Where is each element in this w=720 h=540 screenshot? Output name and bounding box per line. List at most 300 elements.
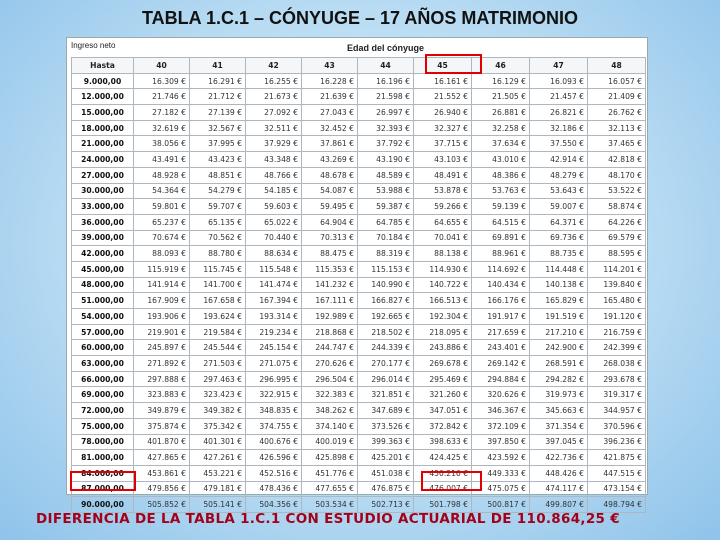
value-cell: 48.386 € <box>472 167 530 183</box>
value-cell: 21.552 € <box>414 89 472 105</box>
table-row <box>72 120 646 136</box>
value-cell: 59.707 € <box>190 199 246 215</box>
value-cell: 479.181 € <box>190 481 246 497</box>
value-cell: 500.817 € <box>472 497 530 513</box>
value-cell: 191.519 € <box>530 309 588 325</box>
value-cell: 425.201 € <box>358 450 414 466</box>
value-cell: 167.111 € <box>302 293 358 309</box>
value-cell: 475.075 € <box>472 481 530 497</box>
table-row <box>72 324 646 340</box>
value-cell: 48.678 € <box>302 167 358 183</box>
table-row <box>72 183 646 199</box>
table-row <box>72 73 646 89</box>
value-cell: 58.874 € <box>588 199 646 215</box>
value-cell: 349.879 € <box>134 403 190 419</box>
table-row <box>72 136 646 152</box>
value-cell: 88.093 € <box>134 246 190 262</box>
value-cell: 375.342 € <box>190 418 246 434</box>
income-cell: 39.000,00 <box>72 230 134 246</box>
table-row <box>72 230 646 246</box>
value-cell: 473.154 € <box>588 481 646 497</box>
value-cell: 53.763 € <box>472 183 530 199</box>
age-header: 41 <box>190 58 246 74</box>
value-cell: 32.452 € <box>302 120 358 136</box>
value-cell: 398.633 € <box>414 434 472 450</box>
value-cell: 88.634 € <box>246 246 302 262</box>
value-cell: 396.236 € <box>588 434 646 450</box>
value-cell: 43.269 € <box>302 152 358 168</box>
table-row <box>72 481 646 497</box>
value-cell: 16.291 € <box>190 73 246 89</box>
value-cell: 323.883 € <box>134 387 190 403</box>
value-cell: 268.038 € <box>588 356 646 372</box>
value-cell: 293.678 € <box>588 371 646 387</box>
value-cell: 167.394 € <box>246 293 302 309</box>
value-cell: 371.354 € <box>530 418 588 434</box>
value-cell: 166.513 € <box>414 293 472 309</box>
value-cell: 217.210 € <box>530 324 588 340</box>
table-row <box>72 214 646 230</box>
value-cell: 21.598 € <box>358 89 414 105</box>
value-cell: 21.746 € <box>134 89 190 105</box>
value-cell: 270.626 € <box>302 356 358 372</box>
slide-title: TABLA 1.C.1 – CÓNYUGE – 17 AÑOS MATRIMONIO <box>141 8 579 28</box>
value-cell: 503.534 € <box>302 497 358 513</box>
value-cell: 70.440 € <box>246 230 302 246</box>
data-table <box>71 57 646 513</box>
value-cell: 478.436 € <box>246 481 302 497</box>
value-cell: 21.505 € <box>472 89 530 105</box>
income-cell: 78.000,00 <box>72 434 134 450</box>
value-cell: 69.736 € <box>530 230 588 246</box>
value-cell: 43.103 € <box>414 152 472 168</box>
table-row <box>72 152 646 168</box>
value-cell: 37.995 € <box>190 136 246 152</box>
value-cell: 43.348 € <box>246 152 302 168</box>
value-cell: 167.909 € <box>134 293 190 309</box>
value-cell: 191.120 € <box>588 309 646 325</box>
value-cell: 48.928 € <box>134 167 190 183</box>
value-cell: 453.861 € <box>134 465 190 481</box>
value-cell: 372.842 € <box>414 418 472 434</box>
income-cell: 75.000,00 <box>72 418 134 434</box>
value-cell: 37.861 € <box>302 136 358 152</box>
table-row <box>72 371 646 387</box>
value-cell: 141.914 € <box>134 277 190 293</box>
value-cell: 296.504 € <box>302 371 358 387</box>
value-cell: 295.469 € <box>414 371 472 387</box>
value-cell: 296.014 € <box>358 371 414 387</box>
value-cell: 193.624 € <box>190 309 246 325</box>
value-cell: 115.919 € <box>134 261 190 277</box>
value-cell: 32.258 € <box>472 120 530 136</box>
value-cell: 21.457 € <box>530 89 588 105</box>
value-cell: 424.425 € <box>414 450 472 466</box>
table-row <box>72 356 646 372</box>
group-header: Edad del cónyuge <box>347 43 425 53</box>
value-cell: 32.113 € <box>588 120 646 136</box>
value-cell: 269.678 € <box>414 356 472 372</box>
value-cell: 32.393 € <box>358 120 414 136</box>
value-cell: 59.139 € <box>472 199 530 215</box>
income-cell: 9.000,00 <box>72 73 134 89</box>
income-cell: 84.000,00 <box>72 465 134 481</box>
value-cell: 43.423 € <box>190 152 246 168</box>
value-cell: 16.057 € <box>588 73 646 89</box>
value-cell: 166.176 € <box>472 293 530 309</box>
value-cell: 59.801 € <box>134 199 190 215</box>
value-cell: 501.798 € <box>414 497 472 513</box>
value-cell: 26.821 € <box>530 105 588 121</box>
value-cell: 423.592 € <box>472 450 530 466</box>
value-cell: 268.591 € <box>530 356 588 372</box>
value-cell: 502.713 € <box>358 497 414 513</box>
value-cell: 191.917 € <box>472 309 530 325</box>
table-row <box>72 293 646 309</box>
value-cell: 401.870 € <box>134 434 190 450</box>
table-row <box>72 450 646 466</box>
value-cell: 115.745 € <box>190 261 246 277</box>
value-cell: 421.875 € <box>588 450 646 466</box>
value-cell: 370.596 € <box>588 418 646 434</box>
value-cell: 216.759 € <box>588 324 646 340</box>
value-cell: 26.762 € <box>588 105 646 121</box>
value-cell: 165.829 € <box>530 293 588 309</box>
value-cell: 427.865 € <box>134 450 190 466</box>
value-cell: 115.353 € <box>302 261 358 277</box>
value-cell: 88.319 € <box>358 246 414 262</box>
table-row <box>72 403 646 419</box>
value-cell: 192.665 € <box>358 309 414 325</box>
value-cell: 244.747 € <box>302 340 358 356</box>
income-cell: 33.000,00 <box>72 199 134 215</box>
income-cell: 60.000,00 <box>72 340 134 356</box>
value-cell: 140.722 € <box>414 277 472 293</box>
table-row <box>72 89 646 105</box>
table-row <box>72 465 646 481</box>
value-cell: 348.262 € <box>302 403 358 419</box>
value-cell: 245.897 € <box>134 340 190 356</box>
value-cell: 54.279 € <box>190 183 246 199</box>
value-cell: 70.562 € <box>190 230 246 246</box>
value-cell: 217.659 € <box>472 324 530 340</box>
value-cell: 114.692 € <box>472 261 530 277</box>
age-header: 48 <box>588 58 646 74</box>
age-header: 43 <box>302 58 358 74</box>
value-cell: 21.673 € <box>246 89 302 105</box>
value-cell: 27.139 € <box>190 105 246 121</box>
income-cell: 66.000,00 <box>72 371 134 387</box>
value-cell: 270.177 € <box>358 356 414 372</box>
value-cell: 243.401 € <box>472 340 530 356</box>
value-cell: 37.792 € <box>358 136 414 152</box>
value-cell: 37.465 € <box>588 136 646 152</box>
value-cell: 271.892 € <box>134 356 190 372</box>
footer-note: DIFERENCIA DE LA TABLA 1.C.1 CON ESTUDIO ACTUARIAL DE 110.864,25 € <box>36 511 620 527</box>
value-cell: 505.141 € <box>190 497 246 513</box>
table-row <box>72 277 646 293</box>
value-cell: 140.434 € <box>472 277 530 293</box>
income-cell: 90.000,00 <box>72 497 134 513</box>
value-cell: 16.093 € <box>530 73 588 89</box>
value-cell: 88.780 € <box>190 246 246 262</box>
income-cell: 42.000,00 <box>72 246 134 262</box>
value-cell: 504.356 € <box>246 497 302 513</box>
value-cell: 218.868 € <box>302 324 358 340</box>
income-cell: 54.000,00 <box>72 309 134 325</box>
value-cell: 425.898 € <box>302 450 358 466</box>
value-cell: 167.658 € <box>190 293 246 309</box>
value-cell: 505.852 € <box>134 497 190 513</box>
value-cell: 59.495 € <box>302 199 358 215</box>
value-cell: 192.304 € <box>414 309 472 325</box>
value-cell: 141.474 € <box>246 277 302 293</box>
value-cell: 64.226 € <box>588 214 646 230</box>
table-row <box>72 199 646 215</box>
value-cell: 320.626 € <box>472 387 530 403</box>
value-cell: 59.007 € <box>530 199 588 215</box>
value-cell: 244.339 € <box>358 340 414 356</box>
value-cell: 347.051 € <box>414 403 472 419</box>
value-cell: 65.135 € <box>190 214 246 230</box>
income-cell: 36.000,00 <box>72 214 134 230</box>
income-cell: 57.000,00 <box>72 324 134 340</box>
value-cell: 192.989 € <box>302 309 358 325</box>
value-cell: 140.990 € <box>358 277 414 293</box>
value-cell: 348.835 € <box>246 403 302 419</box>
table-row <box>72 418 646 434</box>
value-cell: 218.095 € <box>414 324 472 340</box>
value-cell: 474.117 € <box>530 481 588 497</box>
table-row <box>72 340 646 356</box>
value-cell: 48.491 € <box>414 167 472 183</box>
value-cell: 345.663 € <box>530 403 588 419</box>
value-cell: 21.639 € <box>302 89 358 105</box>
value-cell: 26.940 € <box>414 105 472 121</box>
value-cell: 26.881 € <box>472 105 530 121</box>
value-cell: 447.515 € <box>588 465 646 481</box>
value-cell: 344.957 € <box>588 403 646 419</box>
value-cell: 453.221 € <box>190 465 246 481</box>
value-cell: 16.129 € <box>472 73 530 89</box>
value-cell: 59.387 € <box>358 199 414 215</box>
value-cell: 399.363 € <box>358 434 414 450</box>
income-cell: 15.000,00 <box>72 105 134 121</box>
value-cell: 218.502 € <box>358 324 414 340</box>
value-cell: 319.317 € <box>588 387 646 403</box>
value-cell: 193.314 € <box>246 309 302 325</box>
value-cell: 88.138 € <box>414 246 472 262</box>
value-cell: 64.655 € <box>414 214 472 230</box>
value-cell: 69.579 € <box>588 230 646 246</box>
value-cell: 319.973 € <box>530 387 588 403</box>
value-cell: 114.930 € <box>414 261 472 277</box>
value-cell: 48.766 € <box>246 167 302 183</box>
income-cell: 48.000,00 <box>72 277 134 293</box>
value-cell: 323.423 € <box>190 387 246 403</box>
value-cell: 43.491 € <box>134 152 190 168</box>
age-header: 44 <box>358 58 414 74</box>
value-cell: 70.184 € <box>358 230 414 246</box>
age-header: 47 <box>530 58 588 74</box>
value-cell: 27.043 € <box>302 105 358 121</box>
value-cell: 37.550 € <box>530 136 588 152</box>
value-cell: 21.712 € <box>190 89 246 105</box>
value-cell: 452.516 € <box>246 465 302 481</box>
value-cell: 451.038 € <box>358 465 414 481</box>
value-cell: 53.522 € <box>588 183 646 199</box>
value-cell: 70.313 € <box>302 230 358 246</box>
age-header: 40 <box>134 58 190 74</box>
value-cell: 32.511 € <box>246 120 302 136</box>
value-cell: 477.655 € <box>302 481 358 497</box>
value-cell: 141.700 € <box>190 277 246 293</box>
income-cell: 30.000,00 <box>72 183 134 199</box>
value-cell: 294.282 € <box>530 371 588 387</box>
value-cell: 48.170 € <box>588 167 646 183</box>
income-cell: 69.000,00 <box>72 387 134 403</box>
value-cell: 322.383 € <box>302 387 358 403</box>
value-cell: 88.735 € <box>530 246 588 262</box>
table-row <box>72 434 646 450</box>
income-cell: 81.000,00 <box>72 450 134 466</box>
value-cell: 141.232 € <box>302 277 358 293</box>
value-cell: 70.041 € <box>414 230 472 246</box>
hasta-header: Hasta <box>72 58 134 74</box>
value-cell: 450.216 € <box>414 465 472 481</box>
value-cell: 498.794 € <box>588 497 646 513</box>
value-cell: 245.154 € <box>246 340 302 356</box>
value-cell: 64.515 € <box>472 214 530 230</box>
table-row <box>72 261 646 277</box>
value-cell: 139.840 € <box>588 277 646 293</box>
value-cell: 271.075 € <box>246 356 302 372</box>
value-cell: 373.526 € <box>358 418 414 434</box>
value-cell: 54.364 € <box>134 183 190 199</box>
value-cell: 42.914 € <box>530 152 588 168</box>
value-cell: 48.851 € <box>190 167 246 183</box>
value-cell: 297.888 € <box>134 371 190 387</box>
value-cell: 296.995 € <box>246 371 302 387</box>
value-cell: 476.875 € <box>358 481 414 497</box>
value-cell: 114.448 € <box>530 261 588 277</box>
corner-label: Ingreso neto <box>71 41 116 50</box>
value-cell: 27.182 € <box>134 105 190 121</box>
value-cell: 65.022 € <box>246 214 302 230</box>
value-cell: 321.851 € <box>358 387 414 403</box>
value-cell: 88.961 € <box>472 246 530 262</box>
value-cell: 115.153 € <box>358 261 414 277</box>
value-cell: 64.785 € <box>358 214 414 230</box>
value-cell: 479.856 € <box>134 481 190 497</box>
value-cell: 397.045 € <box>530 434 588 450</box>
income-cell: 12.000,00 <box>72 89 134 105</box>
value-cell: 32.186 € <box>530 120 588 136</box>
value-cell: 37.634 € <box>472 136 530 152</box>
value-cell: 242.399 € <box>588 340 646 356</box>
value-cell: 346.367 € <box>472 403 530 419</box>
value-cell: 32.327 € <box>414 120 472 136</box>
value-cell: 347.689 € <box>358 403 414 419</box>
value-cell: 271.503 € <box>190 356 246 372</box>
value-cell: 166.827 € <box>358 293 414 309</box>
value-cell: 219.234 € <box>246 324 302 340</box>
value-cell: 53.643 € <box>530 183 588 199</box>
value-cell: 294.884 € <box>472 371 530 387</box>
value-cell: 219.901 € <box>134 324 190 340</box>
value-cell: 449.333 € <box>472 465 530 481</box>
age-header: 46 <box>472 58 530 74</box>
value-cell: 400.676 € <box>246 434 302 450</box>
table-row <box>72 105 646 121</box>
value-cell: 422.736 € <box>530 450 588 466</box>
value-cell: 372.109 € <box>472 418 530 434</box>
value-cell: 165.480 € <box>588 293 646 309</box>
value-cell: 64.371 € <box>530 214 588 230</box>
value-cell: 43.010 € <box>472 152 530 168</box>
value-cell: 88.595 € <box>588 246 646 262</box>
value-cell: 16.161 € <box>414 73 472 89</box>
value-cell: 374.140 € <box>302 418 358 434</box>
income-cell: 87.000,00 <box>72 481 134 497</box>
spreadsheet-table-image <box>66 37 648 510</box>
income-cell: 72.000,00 <box>72 403 134 419</box>
value-cell: 48.279 € <box>530 167 588 183</box>
income-cell: 24.000,00 <box>72 152 134 168</box>
value-cell: 140.138 € <box>530 277 588 293</box>
value-cell: 16.255 € <box>246 73 302 89</box>
value-cell: 16.228 € <box>302 73 358 89</box>
value-cell: 499.807 € <box>530 497 588 513</box>
value-cell: 426.596 € <box>246 450 302 466</box>
table-row <box>72 387 646 403</box>
value-cell: 42.818 € <box>588 152 646 168</box>
income-cell: 21.000,00 <box>72 136 134 152</box>
income-cell: 18.000,00 <box>72 120 134 136</box>
value-cell: 88.475 € <box>302 246 358 262</box>
age-header: 45 <box>414 58 472 74</box>
table-row <box>72 309 646 325</box>
value-cell: 16.196 € <box>358 73 414 89</box>
value-cell: 219.584 € <box>190 324 246 340</box>
value-cell: 375.874 € <box>134 418 190 434</box>
value-cell: 54.087 € <box>302 183 358 199</box>
value-cell: 242.900 € <box>530 340 588 356</box>
income-cell: 51.000,00 <box>72 293 134 309</box>
value-cell: 54.185 € <box>246 183 302 199</box>
value-cell: 38.056 € <box>134 136 190 152</box>
value-cell: 374.755 € <box>246 418 302 434</box>
value-cell: 21.409 € <box>588 89 646 105</box>
value-cell: 448.426 € <box>530 465 588 481</box>
value-cell: 400.019 € <box>302 434 358 450</box>
value-cell: 69.891 € <box>472 230 530 246</box>
value-cell: 27.092 € <box>246 105 302 121</box>
value-cell: 32.619 € <box>134 120 190 136</box>
value-cell: 243.886 € <box>414 340 472 356</box>
value-cell: 427.261 € <box>190 450 246 466</box>
value-cell: 26.997 € <box>358 105 414 121</box>
value-cell: 48.589 € <box>358 167 414 183</box>
age-header: 42 <box>246 58 302 74</box>
value-cell: 401.301 € <box>190 434 246 450</box>
value-cell: 269.142 € <box>472 356 530 372</box>
value-cell: 451.776 € <box>302 465 358 481</box>
value-cell: 32.567 € <box>190 120 246 136</box>
value-cell: 322.915 € <box>246 387 302 403</box>
age-header-row <box>72 58 646 74</box>
value-cell: 476.007 € <box>414 481 472 497</box>
